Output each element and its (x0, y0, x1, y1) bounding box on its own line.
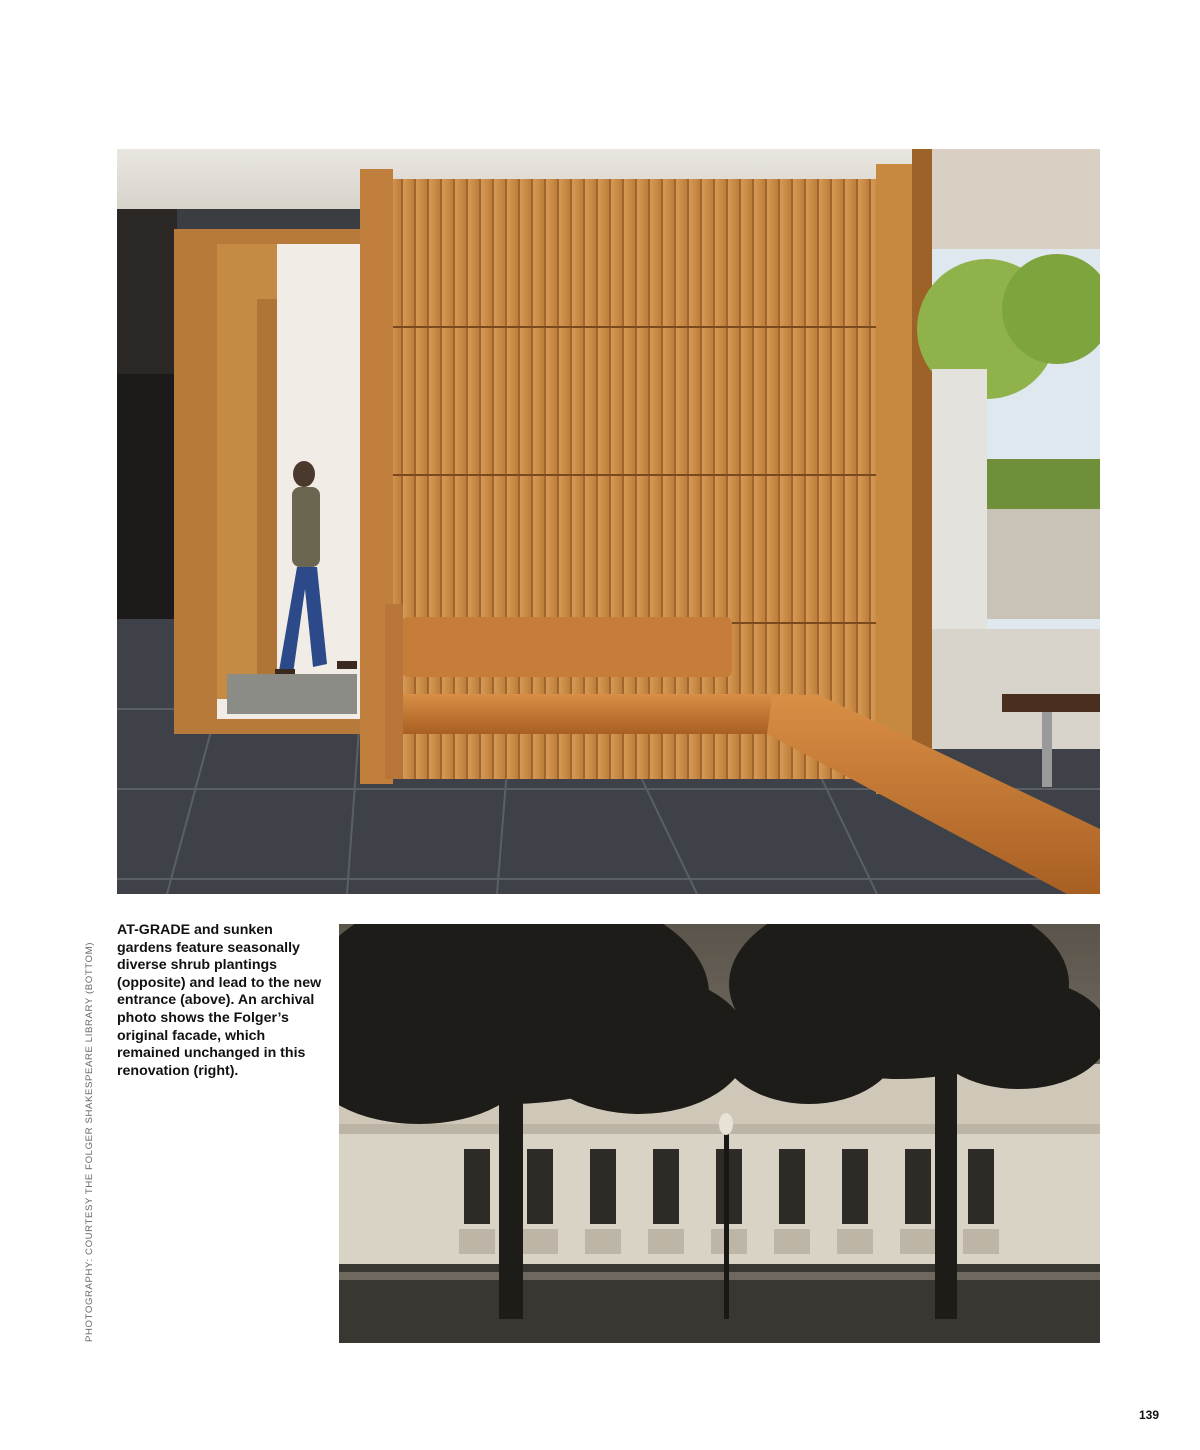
photo-caption (117, 922, 322, 1080)
facade-illustration (339, 924, 1100, 1343)
photo-credit: PHOTOGRAPHY: COURTESY THE FOLGER SHAKESPEARE LIBRARY (BOTTOM) (84, 941, 95, 1342)
page-number: 139 (1139, 1408, 1160, 1422)
entrance-illustration (117, 149, 1100, 894)
caption-lead: AT-GRADE (117, 922, 191, 938)
photo-entrance-vestibule (117, 149, 1100, 894)
photo-archival-facade (339, 924, 1100, 1343)
caption-body: and sunken gardens feature seasonally diverse shrub plantings (opposite) and lead to the new entrance (above). An archival photo shows the Folger’s original facade, which remained unchanged in this renovation (right). (117, 922, 322, 1079)
